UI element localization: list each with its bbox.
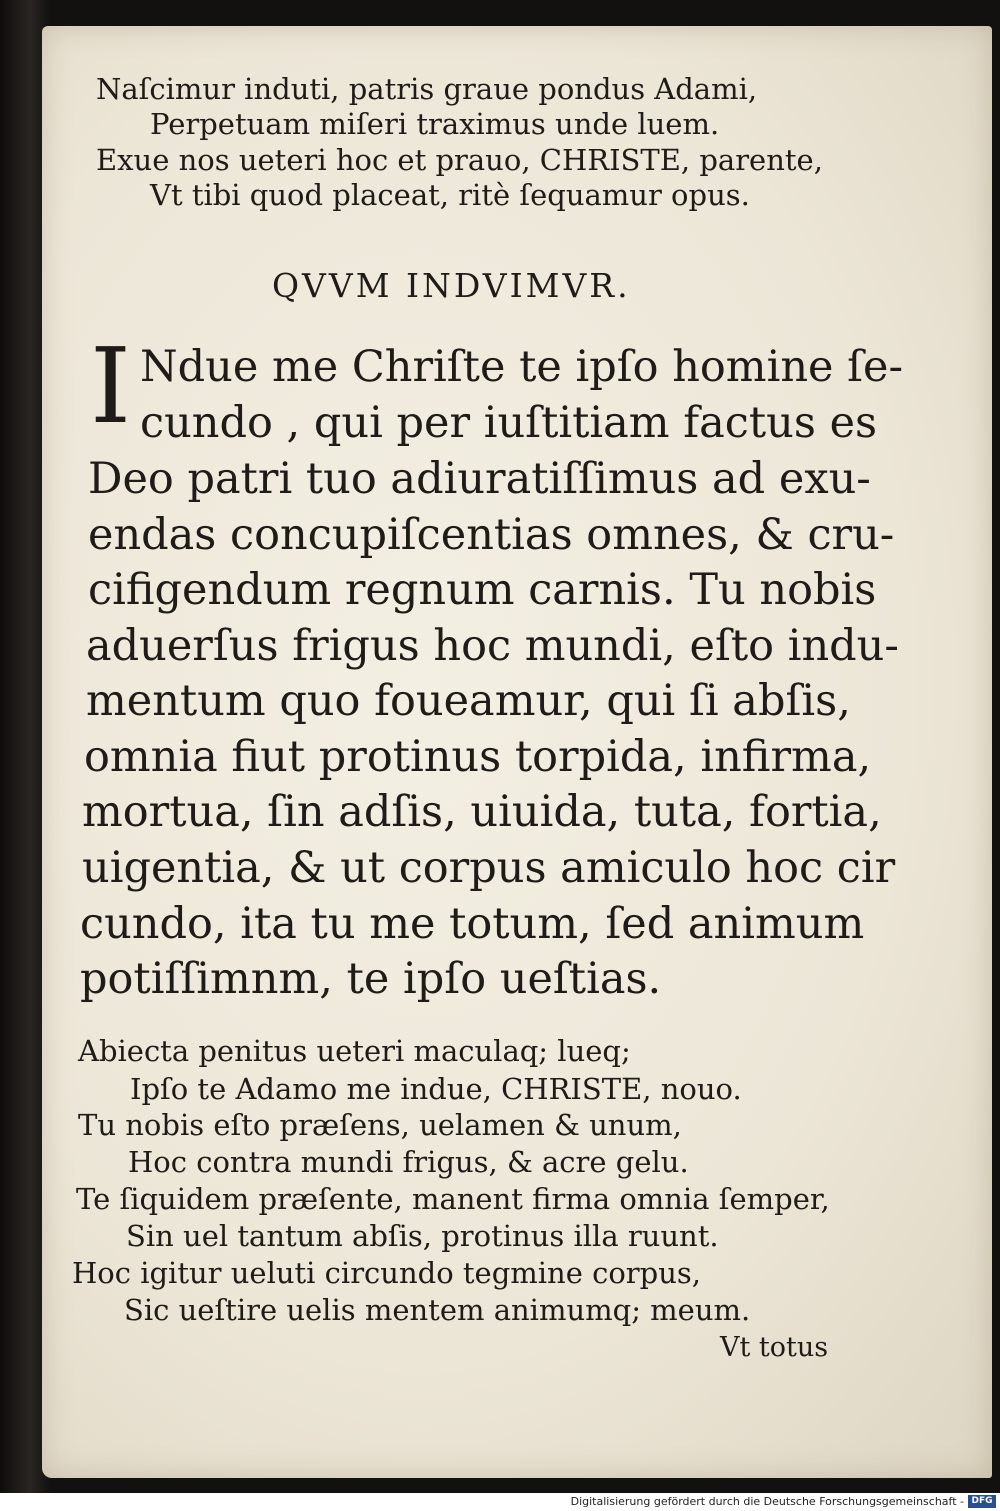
prose-line: Ndue me Chriſte te ipſo homine ſe- xyxy=(140,342,904,392)
section-heading: QVVM INDVIMVR. xyxy=(272,266,631,305)
prose-line: omnia fiut protinus torpida, infirma, xyxy=(84,732,872,782)
prose-line: mortua, ſin adſis, uiuida, tuta, fortia, xyxy=(82,787,882,837)
bottom-verse-line: Hoc igitur ueluti circundo tegmine corpus, xyxy=(72,1256,702,1290)
bottom-verse-line: Ipſo te Adamo me indue, CHRISTE, nouo. xyxy=(130,1072,742,1106)
top-verse-line: Exue nos ueteri hoc et prauo, CHRISTE, parente, xyxy=(96,143,823,177)
prose-line: cifigendum regnum carnis. Tu nobis xyxy=(88,565,877,615)
prose-line: Deo patri tuo adiuratiſſimus ad exu- xyxy=(88,454,871,504)
prose-line: cundo, ita tu me totum, ſed animum xyxy=(80,899,865,949)
top-verse-line: Vt tibi quod placeat, ritè ſequamur opus. xyxy=(150,178,750,212)
bottom-verse-line: Hoc contra mundi frigus, & acre gelu. xyxy=(128,1145,689,1179)
top-verse-line: Perpetuam miſeri traximus unde luem. xyxy=(150,107,720,141)
top-verse-line: Naſcimur induti, patris graue pondus Adami, xyxy=(96,72,758,106)
prose-line: potiſſimnm, te ipſo ueſtias. xyxy=(80,954,662,1004)
catchword: Vt totus xyxy=(720,1332,829,1363)
prose-line: mentum quo foueamur, qui ſi abſis, xyxy=(86,676,851,726)
prose-line: cundo , qui per iuſtitiam factus es xyxy=(140,398,878,448)
footer-bar xyxy=(0,1493,1000,1511)
drop-cap: I xyxy=(90,325,132,447)
bottom-verse-line: Te ſiquidem præſente, manent firma omnia ſemper, xyxy=(76,1182,830,1216)
dfg-logo: DFG xyxy=(968,1495,996,1508)
bottom-verse-line: Tu nobis eſto præſens, uelamen & unum, xyxy=(78,1108,682,1142)
prose-line: uigentia, & ut corpus amiculo hoc cir xyxy=(82,843,896,893)
footer-credit: Digitalisierung gefördert durch die Deutsche Forschungsgemeinschaft - xyxy=(570,1495,964,1508)
prose-line: aduerſus frigus hoc mundi, eſto indu- xyxy=(86,621,899,671)
prose-line: endas concupiſcentias omnes, & cru- xyxy=(88,510,895,560)
bottom-verse-line: Sic ueſtire uelis mentem animumq; meum. xyxy=(124,1293,751,1327)
bottom-verse-line: Abiecta penitus ueteri maculaq; lueq; xyxy=(78,1034,631,1068)
bottom-verse-line: Sin uel tantum abſis, protinus illa ruunt. xyxy=(126,1219,719,1253)
